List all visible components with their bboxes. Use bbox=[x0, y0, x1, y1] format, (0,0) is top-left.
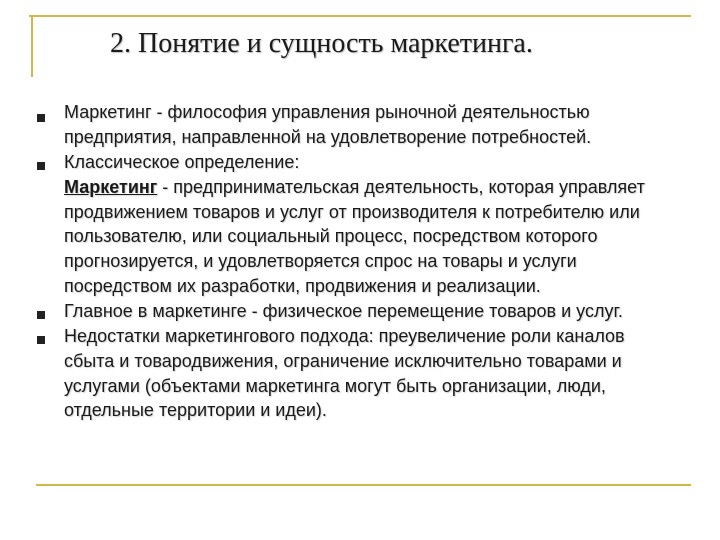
text-line: сбыта и товародвижения, ограничение исключительно товарами и bbox=[64, 350, 622, 371]
bullet-icon bbox=[37, 114, 45, 122]
text-line: прогнозируется, и удовлетворяется спрос на товары и услуги bbox=[64, 251, 577, 272]
text-line: предприятия, направленной на удовлетворение потребностей. bbox=[64, 126, 592, 147]
list-item-text bbox=[64, 150, 704, 299]
bullet-icon bbox=[37, 162, 45, 170]
text-line: пользователю, или социальный процесс, посредством которого bbox=[64, 226, 598, 247]
definition-first-line-rest: - предпринимательская деятельность, которая управляет bbox=[157, 176, 645, 197]
text-line: Главное в маркетинге - физическое перемещение товаров и услуг. bbox=[64, 301, 623, 321]
text-line: посредством их разработки, продвижения и реализации. bbox=[64, 275, 541, 296]
text-line: отдельные территории и идеи). bbox=[64, 400, 327, 421]
text-line: Маркетинг - философия управления рыночной деятельностью bbox=[64, 102, 590, 122]
decorative-vertical-line bbox=[31, 15, 33, 77]
list-item-text bbox=[64, 299, 704, 324]
text-line: продвижением товаров и услуг от производителя к потребителю или bbox=[64, 201, 640, 222]
list-item-text bbox=[64, 100, 704, 150]
text-line: Недостатки маркетингового подхода: преувеличение роли каналов bbox=[64, 326, 625, 346]
definition-first-line bbox=[64, 175, 704, 200]
bullet-icon bbox=[37, 311, 45, 319]
definition-term: Маркетинг bbox=[64, 176, 158, 197]
text-line: услугами (объектами маркетинга могут быть организации, люди, bbox=[64, 375, 606, 396]
slide-title: 2. Понятие и сущность маркетинга. bbox=[110, 28, 533, 59]
decorative-bottom-line bbox=[36, 484, 691, 486]
decorative-top-line bbox=[29, 15, 691, 17]
list-item-text bbox=[64, 324, 704, 423]
bullet-icon bbox=[37, 336, 45, 344]
text-line: Классическое определение: bbox=[64, 152, 300, 172]
